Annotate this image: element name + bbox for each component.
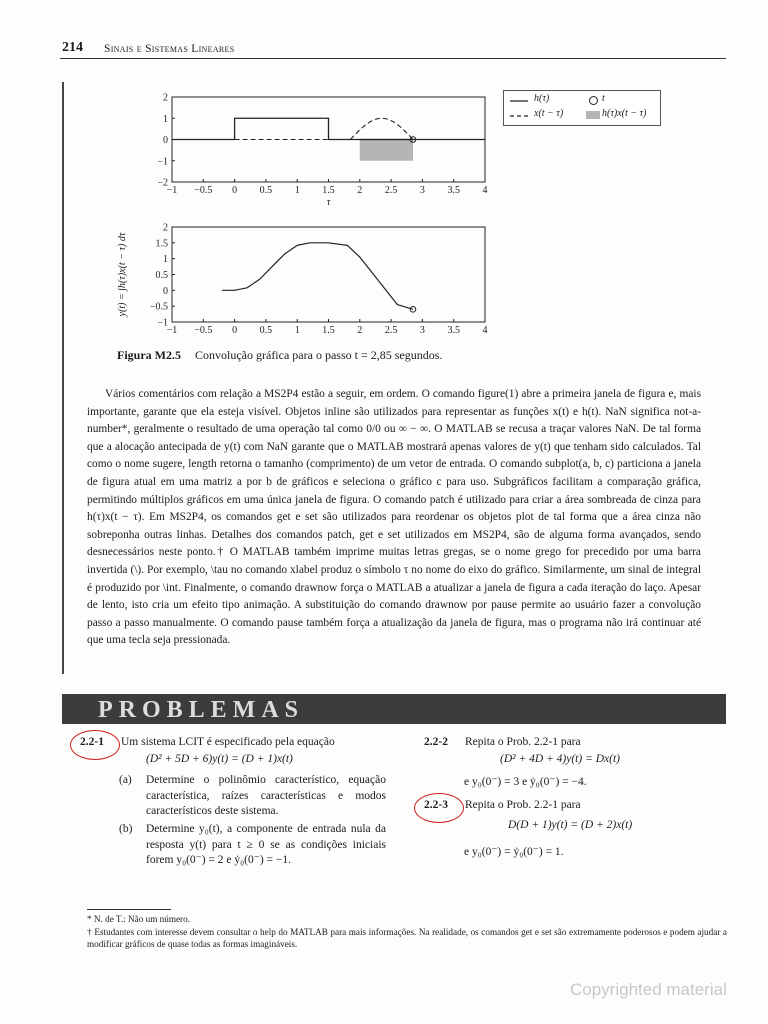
x-tick-label: 2	[357, 185, 363, 196]
x-axis-label: τ	[326, 197, 331, 208]
footnote-rule	[87, 909, 171, 910]
x-tick-label: −0.5	[194, 185, 213, 196]
annotation-circle-2-2-3	[414, 793, 464, 823]
footnote-2: † Estudantes com interesse devem consultar o help do MATLAB para mais informações. Na realidade, os comandos get e set são extremamente poderosos e podem ajudar a modificar gráficos de quase todas as formas imagináveis.	[87, 927, 727, 949]
legend-fill-swatch	[586, 111, 600, 119]
top-subplot	[135, 82, 505, 217]
part-b-label: (b)	[119, 823, 133, 835]
bottom-subplot	[115, 222, 505, 342]
annotation-circle-2-2-1	[70, 730, 120, 760]
legend-hx: h(τ)x(t − τ)	[602, 108, 647, 119]
x-tick-label: 0	[232, 185, 238, 196]
problem-number-2-2-2: 2.2-2	[424, 736, 448, 748]
legend-t: t	[602, 93, 605, 104]
equation-2-2-3: D(D + 1)y(t) = (D + 2)x(t)	[508, 819, 633, 831]
legend-swatches	[510, 94, 532, 124]
y-tick-label: −2	[157, 177, 168, 189]
x-tick-label: 3	[419, 325, 425, 336]
footnote-1: * N. de T.: Não um número.	[87, 914, 190, 924]
conditions-2-2-2: e y₀(0⁻) = 3 e ẏ₀(0⁻) = −4.	[464, 776, 587, 788]
running-title: Sinais e Sistemas Lineares	[104, 43, 235, 55]
x-tick-label: 0.5	[259, 185, 273, 196]
y-tick-label: −1	[157, 317, 168, 329]
equation-2-2-1: (D² + 5D + 6)y(t) = (D + 1)x(t)	[146, 753, 293, 765]
legend-t-marker	[589, 96, 598, 105]
y-tick-label: 1.5	[155, 238, 168, 250]
x-tick-label: −1	[166, 325, 178, 336]
body-paragraph: Vários comentários com relação a MS2P4 estão a seguir, em ordem. O comando figure(1) abre a primeira janela de figura e, mais importante, garante que ela esteja visível. Objetos inline são utilizados para representar as funções x(t) e h(t). NaN significa not-a-number*, geralmente o resultado de uma operação tal como 0/0 ou ∞ − ∞. O MATLAB se recusa a traçar valores NaN. De tal forma que a alocação antecipada de y(t) com NaN garante que o MATLAB mostrará apenas valores de y(t) que tenham sido calculados. Tal como o nome sugere, length retorna o tamanho (comprimento) de um vetor de entrada. O comando subplot(a, b, c) particiona a janela de figura atual em uma matriz a por b de gráficos e seleciona o gráfico c para uso. Subgráficos facilitam a comparação gráfica, permitindo múltiplos gráficos em uma única janela de figura. O comando patch é utilizado para criar a área sombreada de cinza para h(τ)x(t − τ). Em MS2P4, os comandos get e set são utilizados para reordenar os objetos plot de tal forma que a área cinza não sobreponha outras linhas. Detalhes dos comandos patch, get e set utilizados em MS2P4, são de alguma forma avançados, sendo desnecessários neste ponto.† O MATLAB também imprime muitas letras gregas, se o nome grego for precedido por uma barra invertida (\). Por exemplo, \tau no comando xlabel produz o símbolo τ no nome do eixo do gráfico. Similarmente, um sinal de integral é produzido por \int. Finalmente, o comando drawnow força o MATLAB a atualizar a janela de figura a cada iteração do laço. Apesar de lento, isto cria um efeito tipo animação. A substituição do comando drawnow por pause permite ao usuário fazer a convolução passo a passo manualmente. O comando pause também força a atualização da janela de figura, mas o programa não irá continuar até que uma tecla seja pressionada.	[87, 388, 701, 647]
y-tick-label: 2	[163, 92, 168, 104]
page-number: 214	[62, 40, 83, 55]
caption-label: Figura M2.5	[117, 348, 181, 362]
x-tick-label: 4	[482, 185, 488, 196]
x-tick-label: 3.5	[447, 185, 460, 196]
x-tick-label: 1.5	[322, 325, 335, 336]
h-tau-line	[172, 118, 485, 139]
x-tick-label: 0.5	[259, 325, 273, 336]
part-a-text: Determine o polinômio característico, equação característica, raízes características e modos característicos deste sistema.	[146, 774, 386, 817]
y-tick-label: 0	[163, 285, 168, 297]
equation-2-2-2: (D² + 4D + 4)y(t) = Dx(t)	[500, 753, 620, 765]
y-tick-label: −0.5	[149, 301, 168, 313]
y-tick-label: 0	[163, 135, 168, 146]
header-rule	[60, 58, 726, 59]
problem-number-2-2-1: 2.2-1	[80, 736, 104, 748]
section-title: PROBLEMAS	[98, 697, 305, 723]
x-tick-label: 1	[294, 325, 300, 336]
x-tick-label: 1.5	[322, 185, 335, 196]
x-tick-label: 1	[294, 185, 300, 196]
x-tick-label: −1	[166, 185, 178, 196]
x-tick-label: −0.5	[194, 325, 213, 336]
legend-x: x(t − τ)	[534, 108, 564, 119]
problem-intro-2-2-1: Um sistema LCIT é especificado pela equação	[121, 736, 335, 748]
output-curve	[222, 243, 413, 310]
x-tick-label: 3	[419, 185, 425, 196]
x-tick-label: 2	[357, 325, 363, 336]
problem-intro-2-2-2: Repita o Prob. 2.2-1 para	[465, 736, 581, 748]
caption-text: Convolução gráfica para o passo t = 2,85 segundos.	[195, 348, 443, 362]
y-tick-label: −1	[157, 156, 168, 168]
y-tick-label: 0.5	[155, 270, 168, 281]
x-tick-label: 4	[482, 325, 488, 336]
axes-frame	[172, 227, 485, 322]
copyright-watermark: Copyrighted material	[570, 980, 727, 999]
x-tick-label: 3.5	[447, 325, 460, 336]
x-shift-curve	[350, 118, 413, 139]
x-tick-label: 2.5	[384, 185, 398, 196]
y-tick-label: 1	[163, 254, 168, 266]
legend	[503, 90, 661, 126]
part-a-label: (a)	[119, 774, 132, 786]
problem-intro-2-2-3: Repita o Prob. 2.2-1 para	[465, 799, 581, 811]
y-tick-label: 1	[163, 113, 168, 125]
legend-h: h(τ)	[534, 93, 550, 104]
figure-caption	[117, 348, 442, 363]
x-tick-label: 0	[232, 325, 238, 336]
conditions-2-2-3: e y₀(0⁻) = ẏ₀(0⁻) = 1.	[464, 846, 564, 858]
margin-bar	[62, 82, 64, 674]
x-tick-label: 2.5	[384, 325, 398, 336]
part-b-text: Determine y₀(t), a componente de entrada nula da resposta y(t) para t ≥ 0 se as condições iniciais forem y₀(0⁻) = 2 e ẏ₀(0⁻) = −1.	[146, 823, 386, 866]
problem-number-2-2-3: 2.2-3	[424, 799, 448, 811]
y-tick-label: 2	[163, 222, 168, 234]
product-area	[360, 140, 413, 161]
y-axis-label: y(t) = ∫h(τ)x(t − τ) dτ	[117, 232, 128, 317]
